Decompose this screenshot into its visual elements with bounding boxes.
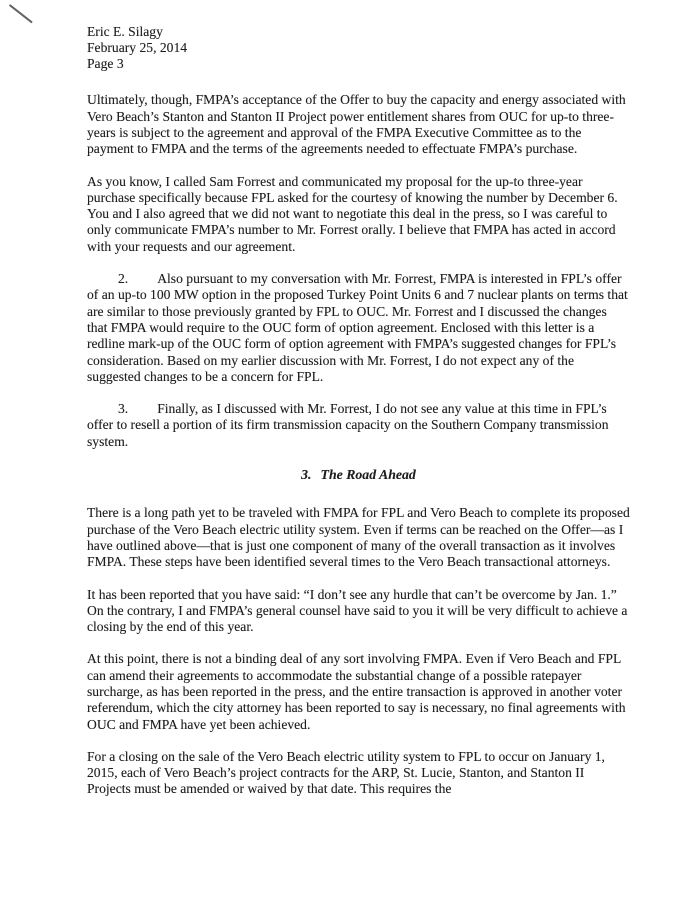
paragraph-sam-forrest-call: As you know, I called Sam Forrest and communicated my proposal for the up-to three-year purchase specifically because FPL asked for the courtesy of knowing the number by December 6. You and I also agreed that we did not want to negotiate this deal in the press, so I was careful to only communicate FMPA’s number to Mr. Forrest orally. I believe that FMPA has acted in accord with your requests and our agreement. xyxy=(87,173,618,254)
paragraph-number: 3. xyxy=(118,401,129,417)
numbered-paragraph-3 xyxy=(87,401,630,450)
paragraph-number: 2. xyxy=(118,271,129,287)
letter-date: February 25, 2014 xyxy=(87,39,188,55)
section-heading-title: The Road Ahead xyxy=(320,467,416,483)
paragraph-text: Also pursuant to my conversation with Mr. Forrest, FMPA is interested in FPL’s offer of an up-to 100 MW option in the proposed Turkey Point Units 6 and 7 nuclear plants on terms that are similar to those previously granted by FPL to OUC. Mr. Forrest and I discussed the changes that FMPA would require to the OUC form of option agreement. Enclosed with this letter is a redline mark-up of the OUC form of option agreement with FMPA’s suggested changes for FPL’s consideration. Based on my earlier discussion with Mr. Forrest, I do not expect any of the suggested changes to be a concern for FPL. xyxy=(87,271,628,384)
paragraph-text: Finally, as I discussed with Mr. Forrest, I do not see any value at this time in FPL’s offer to resell a portion of its firm transmission capacity on the Southern Company transmission system. xyxy=(87,401,609,449)
pen-stroke-mark xyxy=(9,4,33,24)
paragraph-no-binding-deal: At this point, there is not a binding deal of any sort involving FMPA. Even if Vero Beach and FPL can amend their agreements to accommodate the substantial change of a possible ratepayer surcharge, as has been reported in the press, and the entire transaction is approved in another voter referendum, which the city attorney has been reported to say is necessary, no final agreements with OUC and FMPA have yet been achieved. xyxy=(87,651,626,732)
section-heading xyxy=(87,467,630,483)
paragraph-press-quote: It has been reported that you have said: “I don’t see any hurdle that can’t be overcome by Jan. 1.” On the contrary, I and FMPA’s general counsel have said to you it will be very difficult to achieve a closing by the end of this year. xyxy=(87,586,628,635)
section-heading-number: 3. xyxy=(301,467,312,483)
page-number: Page 3 xyxy=(87,55,124,71)
recipient-name: Eric E. Silagy xyxy=(87,24,163,39)
paragraph-closing-requirements: For a closing on the sale of the Vero Beach electric utility system to FPL to occur on January 1, 2015, each of Vero Beach’s project contracts for the ARP, St. Lucie, Stanton, and Stanton II Projects must be amended or waived by that date. This requires the xyxy=(87,748,605,797)
letter-header xyxy=(87,24,630,71)
numbered-paragraph-2 xyxy=(87,271,630,385)
paragraph-offer-acceptance: Ultimately, though, FMPA’s acceptance of the Offer to buy the capacity and energy associated with Vero Beach’s Stanton and Stanton II Project power entitlement shares from OUC for up-to three-years is subject to the agreement and approval of the FMPA Executive Committee as to the payment to FMPA and the terms of the agreements needed to effectuate FMPA’s purchase. xyxy=(87,92,626,157)
paragraph-long-path: There is a long path yet to be traveled with FMPA for FPL and Vero Beach to complete its proposed purchase of the Vero Beach electric utility system. Even if terms can be reached on the Offer—as I have outlined above—that is just one component of many of the overall transaction as it involves FMPA. These steps have been identified several times to the Vero Beach transactional attorneys. xyxy=(87,505,630,570)
